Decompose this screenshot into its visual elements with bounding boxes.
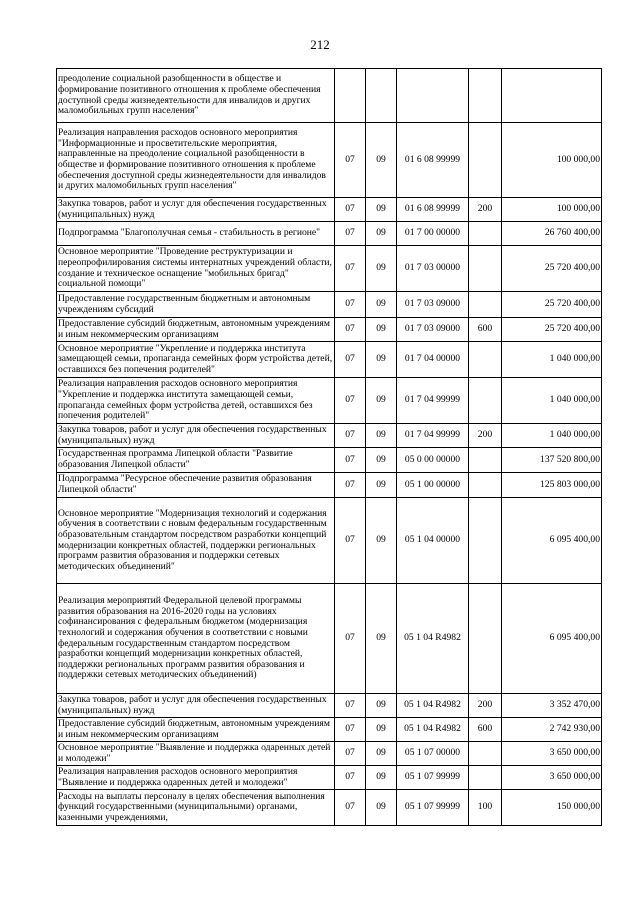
- budget-table-body: [57, 69, 602, 826]
- subsection-code-cell: 09: [366, 718, 397, 742]
- amount-cell: 100 000,00: [502, 123, 602, 198]
- row-name-cell: Закупка товаров, работ и услуг для обеспечения государственных (муниципальных) нужд: [57, 198, 335, 222]
- expense-type-cell: 200: [469, 424, 502, 448]
- table-row: [57, 69, 602, 123]
- amount-cell: 3 650 000,00: [502, 742, 602, 766]
- target-article-cell: 05 0 00 00000: [397, 448, 469, 473]
- section-code-cell: 07: [335, 198, 366, 222]
- section-code-cell: 07: [335, 342, 366, 378]
- row-name-cell: Расходы на выплаты персоналу в целях обеспечения выполнения функций государственными (муниципальными) органами, казенными учреждениями,: [57, 790, 335, 826]
- target-article-cell: 05 1 07 99999: [397, 790, 469, 826]
- expense-type-cell: [469, 378, 502, 424]
- target-article-cell: 05 1 04 R4982: [397, 694, 469, 718]
- expense-type-cell: [469, 498, 502, 584]
- row-name-cell: Реализация направления расходов основного мероприятия "Выявление и поддержка одаренных детей и молодежи": [57, 766, 335, 790]
- expense-type-cell: [469, 123, 502, 198]
- table-row: [57, 473, 602, 498]
- subsection-code-cell: 09: [366, 246, 397, 292]
- subsection-code-cell: 09: [366, 742, 397, 766]
- row-name-cell: Основное мероприятие "Проведение реструктуризации и переопрофилирования системы интернатных учреждений области, создание и техническое оснащение "мобильных бригад" социальной помощи": [57, 246, 335, 292]
- section-code-cell: 07: [335, 790, 366, 826]
- target-article-cell: 01 7 00 00000: [397, 222, 469, 246]
- budget-table: [56, 68, 602, 826]
- row-name-cell: Предоставление субсидий бюджетным, автономным учреждениям и иным некоммерческим организациям: [57, 318, 335, 342]
- table-row: [57, 222, 602, 246]
- amount-cell: 1 040 000,00: [502, 342, 602, 378]
- expense-type-cell: [469, 473, 502, 498]
- table-row: [57, 742, 602, 766]
- target-article-cell: 05 1 07 00000: [397, 742, 469, 766]
- row-name-cell: Подпрограмма "Ресурсное обеспечение развития образования Липецкой области": [57, 473, 335, 498]
- subsection-code-cell: 09: [366, 222, 397, 246]
- row-name-cell: Реализация направления расходов основного мероприятия "Укрепление и поддержка института замещающей семьи, пропаганда семейных форм устройства детей, оставшихся без попечения родителей": [57, 378, 335, 424]
- expense-type-cell: [469, 448, 502, 473]
- table-row: [57, 292, 602, 318]
- section-code-cell: 07: [335, 448, 366, 473]
- expense-type-cell: [469, 342, 502, 378]
- target-article-cell: 01 7 03 00000: [397, 246, 469, 292]
- amount-cell: [502, 69, 602, 123]
- target-article-cell: 05 1 04 R4982: [397, 718, 469, 742]
- table-row: [57, 584, 602, 694]
- section-code-cell: 07: [335, 584, 366, 694]
- target-article-cell: 01 7 04 99999: [397, 378, 469, 424]
- amount-cell: 2 742 930,00: [502, 718, 602, 742]
- section-code-cell: 07: [335, 742, 366, 766]
- section-code-cell: 07: [335, 718, 366, 742]
- target-article-cell: 05 1 00 00000: [397, 473, 469, 498]
- expense-type-cell: 600: [469, 718, 502, 742]
- amount-cell: 6 095 400,00: [502, 498, 602, 584]
- amount-cell: 3 650 000,00: [502, 766, 602, 790]
- row-name-cell: Основное мероприятие "Модернизация технологий и содержания обучения в соответствии с новым федеральным государственным образовательным стандартом посредством разработки концепций модернизации конкретных областей, поддержки региональных программ развития образования и поддержки сетевых методических объединений": [57, 498, 335, 584]
- amount-cell: 25 720 400,00: [502, 246, 602, 292]
- subsection-code-cell: 09: [366, 790, 397, 826]
- subsection-code-cell: 09: [366, 123, 397, 198]
- target-article-cell: 01 7 04 00000: [397, 342, 469, 378]
- subsection-code-cell: 09: [366, 448, 397, 473]
- table-row: [57, 246, 602, 292]
- expense-type-cell: 200: [469, 694, 502, 718]
- table-row: [57, 766, 602, 790]
- row-name-cell: Закупка товаров, работ и услуг для обеспечения государственных (муниципальных) нужд: [57, 424, 335, 448]
- amount-cell: 25 720 400,00: [502, 292, 602, 318]
- target-article-cell: 05 1 04 R4982: [397, 584, 469, 694]
- target-article-cell: 01 7 03 09000: [397, 292, 469, 318]
- target-article-cell: 01 7 03 09000: [397, 318, 469, 342]
- amount-cell: 100 000,00: [502, 198, 602, 222]
- expense-type-cell: [469, 292, 502, 318]
- subsection-code-cell: 09: [366, 378, 397, 424]
- amount-cell: 3 352 470,00: [502, 694, 602, 718]
- target-article-cell: 01 6 08 99999: [397, 123, 469, 198]
- section-code-cell: 07: [335, 473, 366, 498]
- expense-type-cell: 100: [469, 790, 502, 826]
- target-article-cell: 01 6 08 99999: [397, 198, 469, 222]
- table-row: [57, 694, 602, 718]
- section-code-cell: 07: [335, 766, 366, 790]
- row-name-cell: Основное мероприятие "Выявление и поддержка одаренных детей и молодежи": [57, 742, 335, 766]
- subsection-code-cell: [366, 69, 397, 123]
- expense-type-cell: [469, 742, 502, 766]
- row-name-cell: Реализация мероприятий Федеральной целевой программы развития образования на 2016-2020 годы на условиях софинансирования с федеральным бюджетом (модернизация технологий и содержания обучения в соответствии с новыми федеральным государственным стандартом посредством разработки концепций модернизации конкретных областей, поддержки региональных программ развития образования и поддержки сетевых методических объединений): [57, 584, 335, 694]
- table-row: [57, 790, 602, 826]
- section-code-cell: 07: [335, 424, 366, 448]
- subsection-code-cell: 09: [366, 694, 397, 718]
- subsection-code-cell: 09: [366, 584, 397, 694]
- row-name-cell: Государственная программа Липецкой области "Развитие образования Липецкой области": [57, 448, 335, 473]
- target-article-cell: 05 1 04 00000: [397, 498, 469, 584]
- table-row: [57, 498, 602, 584]
- amount-cell: 125 803 000,00: [502, 473, 602, 498]
- table-row: [57, 342, 602, 378]
- subsection-code-cell: 09: [366, 424, 397, 448]
- section-code-cell: 07: [335, 694, 366, 718]
- subsection-code-cell: 09: [366, 342, 397, 378]
- amount-cell: 25 720 400,00: [502, 318, 602, 342]
- section-code-cell: 07: [335, 292, 366, 318]
- expense-type-cell: [469, 246, 502, 292]
- amount-cell: 150 000,00: [502, 790, 602, 826]
- table-row: [57, 318, 602, 342]
- table-row: [57, 718, 602, 742]
- target-article-cell: 05 1 07 99999: [397, 766, 469, 790]
- table-row: [57, 198, 602, 222]
- subsection-code-cell: 09: [366, 318, 397, 342]
- amount-cell: 6 095 400,00: [502, 584, 602, 694]
- row-name-cell: преодоление социальной разобщенности в обществе и формирование позитивного отношения к проблеме обеспечения доступной среды жизнедеятельности для инвалидов и других маломобильных групп населения": [57, 69, 335, 123]
- amount-cell: 26 760 400,00: [502, 222, 602, 246]
- expense-type-cell: 600: [469, 318, 502, 342]
- expense-type-cell: [469, 584, 502, 694]
- row-name-cell: Основное мероприятие "Укрепление и поддержка института замещающей семьи, пропаганда семейных форм устройства детей, оставшихся без попечения родителей": [57, 342, 335, 378]
- row-name-cell: Реализация направления расходов основного мероприятия "Информационные и просветительские мероприятия, направленные на преодоление социальной разобщенности в обществе и формирование позитивного отношения к проблеме обеспечения доступной среды жизнедеятельности для инвалидов и других маломобильных групп населения": [57, 123, 335, 198]
- table-row: [57, 123, 602, 198]
- section-code-cell: 07: [335, 498, 366, 584]
- section-code-cell: 07: [335, 222, 366, 246]
- subsection-code-cell: 09: [366, 473, 397, 498]
- amount-cell: 1 040 000,00: [502, 424, 602, 448]
- expense-type-cell: [469, 69, 502, 123]
- section-code-cell: 07: [335, 378, 366, 424]
- target-article-cell: 01 7 04 99999: [397, 424, 469, 448]
- table-row: [57, 424, 602, 448]
- table-row: [57, 378, 602, 424]
- subsection-code-cell: 09: [366, 766, 397, 790]
- section-code-cell: 07: [335, 246, 366, 292]
- section-code-cell: 07: [335, 123, 366, 198]
- section-code-cell: 07: [335, 318, 366, 342]
- table-row: [57, 448, 602, 473]
- amount-cell: 1 040 000,00: [502, 378, 602, 424]
- section-code-cell: [335, 69, 366, 123]
- subsection-code-cell: 09: [366, 198, 397, 222]
- row-name-cell: Закупка товаров, работ и услуг для обеспечения государственных (муниципальных) нужд: [57, 694, 335, 718]
- subsection-code-cell: 09: [366, 498, 397, 584]
- page-number: 212: [310, 37, 330, 52]
- expense-type-cell: [469, 222, 502, 246]
- row-name-cell: Предоставление субсидий бюджетным, автономным учреждениям и иным некоммерческим организациям: [57, 718, 335, 742]
- expense-type-cell: [469, 766, 502, 790]
- expense-type-cell: 200: [469, 198, 502, 222]
- row-name-cell: Подпрограмма "Благополучная семья - стабильность в регионе": [57, 222, 335, 246]
- row-name-cell: Предоставление государственным бюджетным и автономным учреждениям субсидий: [57, 292, 335, 318]
- amount-cell: 137 520 800,00: [502, 448, 602, 473]
- subsection-code-cell: 09: [366, 292, 397, 318]
- target-article-cell: [397, 69, 469, 123]
